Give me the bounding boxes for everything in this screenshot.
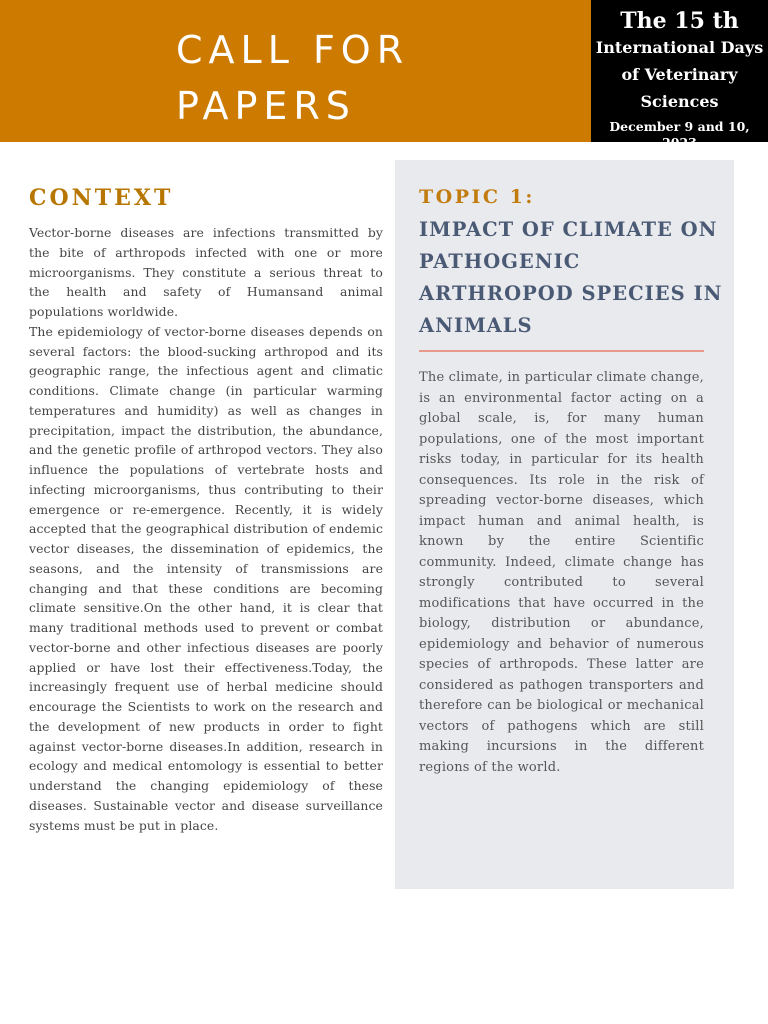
topic-divider <box>419 350 704 352</box>
event-number: The 15 th <box>620 8 739 34</box>
topic-text: The climate, in particular climate change, is an environmental factor acting on a global scale, is, for many human populations, one of the most important risks today, in particular for its health consequences. Its role in the risk of spreading vector-borne diseases, which impact human and animal health, is known by the entire Scientific community. Indeed, climate change has strongly contributed to several modifications that have occurred in the biology, distribution or abundance, epidemiology and behavior of numerous species of arthropods. These latter are considered as pathogen transporters and therefore can be biological or mechanical vectors of pathogens which are still making incursions in the different regions of the world. <box>419 370 705 775</box>
context-paragraph-1: Vector-borne diseases are infections transmitted by the bite of arthropods infected with one or more microorganisms. They constitute a serious threat to the health and safety of Humansand animal populations worldwide. <box>29 225 383 319</box>
context-section <box>29 185 383 835</box>
topic-title: IMPACT OF CLIMATE ON PATHOGENIC ARTHROPOD SPECIES IN ANIMALS <box>419 218 723 337</box>
event-name: International Days of Veterinary Sciences <box>595 38 764 111</box>
context-paragraph-2: The epidemiology of vector-borne diseases depends on several factors: the blood-sucking arthropod and its geographic range, the infectious agent and climatic conditions. Climate change (in particular warming temperatures and humidity) as well as changes in precipitation, impact the distribution, the abundance, and the genetic profile of arthropod vectors. They also influence the populations of vertebrate hosts and infecting microorganisms, thus contributing to their emergence or re-emergence. Recently, it is widely accepted that the geographical distribution of endemic vector diseases, the dissemination of epidemics, the seasons, and the intensity of transmissions are changing and that these conditions are becoming climate sensitive.On the other hand, it is clear that many traditional methods used to prevent or combat vector-borne and other infectious diseases are poorly applied or have lost their effectiveness.Today, the increasingly frequent use of herbal medicine should encourage the Scientists to work on the research and the development of new products in order to fight against vector-borne diseases.In addition, research in ecology and medical entomology is essential to better understand the changing epidemiology of these diseases. Sustainable vector and disease surveillance systems must be put in place. <box>29 323 383 833</box>
event-info-box <box>591 0 768 150</box>
topic-label: TOPIC 1: <box>419 186 535 208</box>
header-banner <box>0 0 768 150</box>
page-title: CALL FOR PAPERS <box>176 28 410 128</box>
event-dates: December 9 and 10, 2023 <box>609 119 750 150</box>
context-heading: CONTEXT <box>29 185 174 211</box>
topic-panel <box>395 160 734 889</box>
